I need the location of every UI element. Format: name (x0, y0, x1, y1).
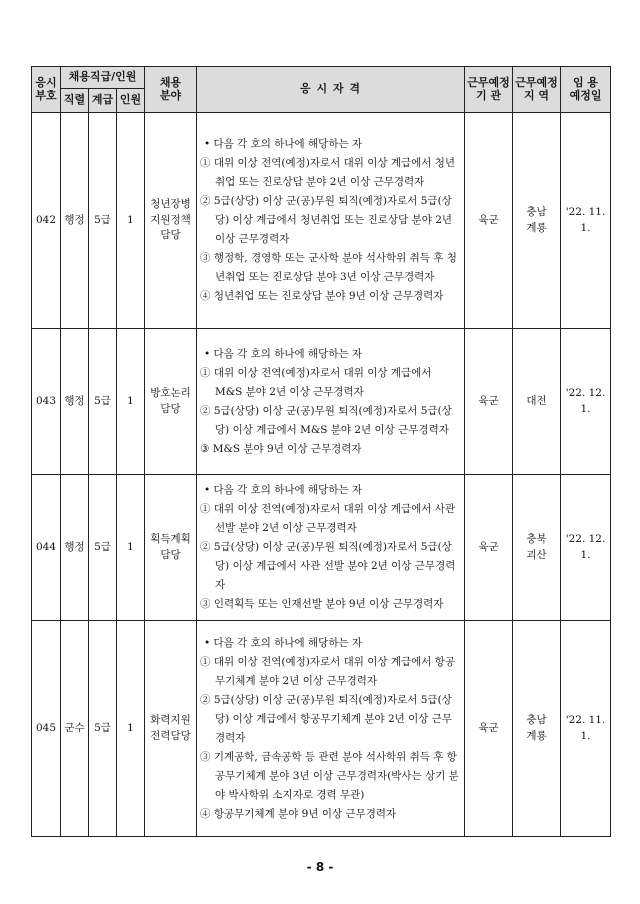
row-series: 군수 (61, 621, 89, 837)
row-series: 행정 (61, 475, 89, 621)
row-field-line2: 전력담당 (150, 729, 191, 742)
header-location-line1: 근무예정 (515, 75, 558, 89)
page-number: - 8 - (306, 860, 334, 874)
row-field-line1: 청년장병 (150, 197, 191, 210)
row-qualification (197, 113, 465, 329)
row-location (513, 113, 561, 329)
row-grade: 5급 (89, 475, 117, 621)
row-field-line2: 담당 (160, 402, 181, 415)
row-count: 1 (117, 475, 145, 621)
recruitment-table (31, 66, 611, 837)
qualification-item: ④ 청년취업 또는 진로상담 분야 9년 이상 근무경력자 (200, 290, 444, 302)
row-code: 043 (32, 329, 61, 475)
row-location (513, 621, 561, 837)
header-qualification: 응 시 자 격 (197, 67, 465, 113)
row-qualification (197, 621, 465, 837)
table-row (32, 329, 611, 475)
row-location-line2: 계룡 (526, 729, 547, 742)
row-field-line3: 담당 (160, 229, 181, 242)
header-series: 직렬 (61, 89, 89, 113)
qualification-item: ③ 기계공학, 금속공학 등 관련 분야 석사학위 취득 후 항공무기체계 분야 3년 이상 근무경력자(박사는 상기 분야 박사학위 소지자로 경력 무관) (200, 750, 459, 801)
header-location-line2: 지 역 (523, 88, 550, 102)
qualification-item: ① 대위 이상 전역(예정)자로서 대위 이상 계급에서 청년취업 또는 진로상담 분야 2년 이상 근무경력자 (200, 157, 456, 188)
row-grade: 5급 (89, 113, 117, 329)
header-field-line1: 채용 (159, 75, 182, 89)
row-count: 1 (117, 329, 145, 475)
header-count: 인원 (117, 89, 145, 113)
row-org: 육군 (465, 475, 513, 621)
qualification-heading: • 다음 각 호의 하나에 해당하는 자 (204, 484, 363, 496)
row-qualification (197, 329, 465, 475)
row-field-line1: 획득계획 (150, 532, 191, 545)
header-date (561, 67, 611, 113)
row-org: 육군 (465, 329, 513, 475)
header-date-line1: 임 용 (572, 75, 599, 89)
row-code: 045 (32, 621, 61, 837)
row-location-line1: 충북 (526, 532, 547, 545)
qualification-heading: • 다음 각 호의 하나에 해당하는 자 (204, 636, 363, 649)
header-field-line2: 분야 (159, 88, 182, 102)
header-field (145, 67, 197, 113)
row-location: 대전 (513, 329, 561, 475)
header-org-line2: 기 관 (475, 88, 502, 102)
table-row (32, 475, 611, 621)
row-field (145, 475, 197, 621)
qualification-item: ① 대위 이상 전역(예정)자로서 대위 이상 계급에서 사관 선발 분야 2년 이상 근무경력자 (200, 503, 456, 534)
header-location (513, 67, 561, 113)
row-date: '22. 12. 1. (561, 475, 611, 621)
row-code: 042 (32, 113, 61, 329)
row-date: '22. 11. 1. (561, 113, 611, 329)
row-org: 육군 (465, 113, 513, 329)
row-count: 1 (117, 113, 145, 329)
qualification-item: ② 5급(상당) 이상 군(공)무원 퇴직(예정)자로서 5급(상당) 이상 계급에서 M&S 분야 2년 이상 근무경력자 (200, 404, 452, 436)
row-field-line2: 담당 (160, 548, 181, 561)
qualification-item: ② 5급(상당) 이상 군(공)무원 퇴직(예정)자로서 5급(상당) 이상 계급에서 항공무기체계 분야 2년 이상 근무경력자 (200, 693, 453, 744)
qualification-heading: • 다음 각 호의 하나에 해당하는 자 (204, 347, 363, 360)
row-grade: 5급 (89, 621, 117, 837)
qualification-item: ② 5급(상당) 이상 군(공)무원 퇴직(예정)자로서 5급(상당) 이상 계급에서 사관 선발 분야 2년 이상 근무경력자 (200, 541, 456, 591)
row-field-line1: 방호논리 (150, 386, 191, 399)
qualification-item: ④ 항공무기체계 분야 9년 이상 근무경력자 (200, 807, 397, 820)
qualification-item: ③ 인력획득 또는 인재선발 분야 9년 이상 근무경력자 (200, 598, 444, 610)
row-series: 행정 (61, 329, 89, 475)
row-field-line1: 화력지원 (150, 713, 191, 726)
row-series: 행정 (61, 113, 89, 329)
table-row (32, 621, 611, 837)
qualification-item: ③ 행정학, 경영학 또는 군사학 분야 석사학위 취득 후 청년취업 또는 진로상담 분야 3년 이상 근무경력자 (200, 252, 457, 283)
header-code-line1: 응시 (35, 75, 57, 89)
row-location-line2: 계룡 (526, 221, 547, 234)
header-date-line2: 예정일 (569, 88, 602, 102)
qualification-item: ① 대위 이상 전역(예정)자로서 대위 이상 계급에서 M&S 분야 2년 이상 근무경력자 (200, 366, 432, 398)
row-org: 육군 (465, 621, 513, 837)
row-count: 1 (117, 621, 145, 837)
header-position-group: 채용직급/인원 (61, 67, 145, 89)
qualification-item: ③ M&S 분야 9년 이상 근무경력자 (200, 442, 362, 455)
row-location-line2: 괴산 (526, 548, 547, 561)
qualification-item: ① 대위 이상 전역(예정)자로서 대위 이상 계급에서 항공무기체계 분야 2년 이상 근무경력자 (200, 655, 456, 687)
row-field (145, 329, 197, 475)
header-org (465, 67, 513, 113)
header-code (32, 67, 61, 113)
row-date: '22. 12. 1. (561, 329, 611, 475)
qualification-heading: • 다음 각 호의 하나에 해당하는 자 (204, 138, 363, 150)
row-location-line1: 충남 (526, 713, 547, 726)
header-code-line2: 부호 (35, 88, 57, 102)
row-field-line2: 지원정책 (150, 213, 191, 226)
row-date: '22. 11. 1. (561, 621, 611, 837)
header-grade: 계급 (89, 89, 117, 113)
header-org-line1: 근무예정 (467, 75, 510, 89)
row-location (513, 475, 561, 621)
row-qualification (197, 475, 465, 621)
row-grade: 5급 (89, 329, 117, 475)
qualification-item: ② 5급(상당) 이상 군(공)무원 퇴직(예정)자로서 5급(상당) 이상 계급에서 청년취업 또는 진로상담 분야 2년 이상 근무경력자 (200, 195, 453, 245)
row-field (145, 113, 197, 329)
row-code: 044 (32, 475, 61, 621)
row-location-line1: 충남 (526, 205, 547, 218)
table-row (32, 113, 611, 329)
row-field (145, 621, 197, 837)
